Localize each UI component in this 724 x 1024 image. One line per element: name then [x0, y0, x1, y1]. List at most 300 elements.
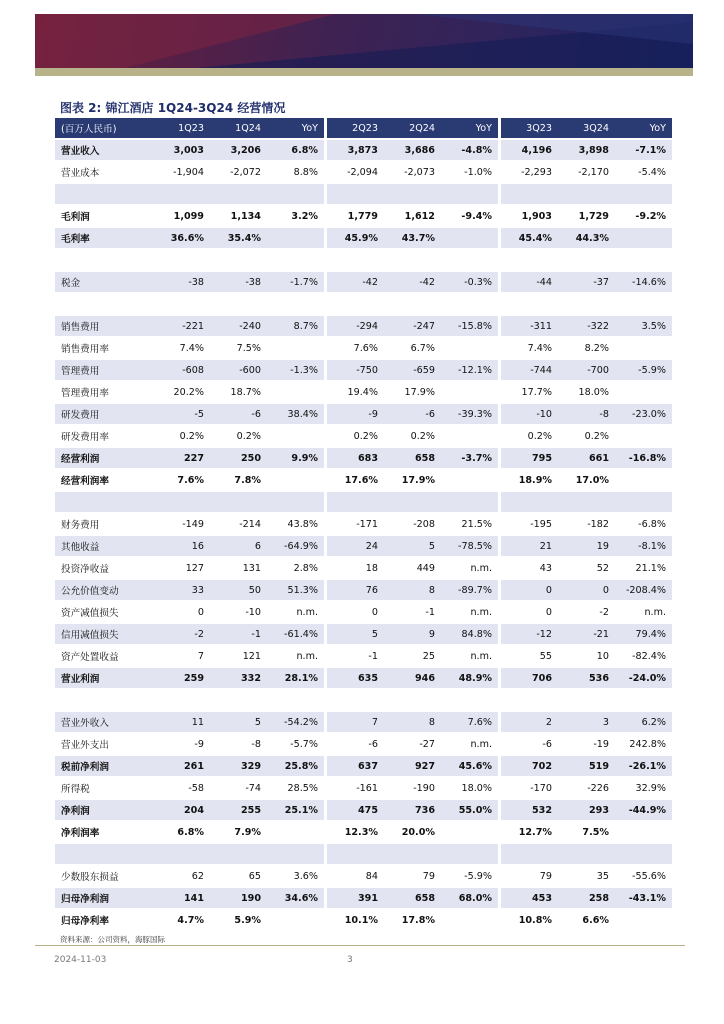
- table-cell: -1.7%: [267, 271, 324, 293]
- table-cell: 7: [153, 645, 210, 667]
- table-cell: -5: [153, 403, 210, 425]
- table-cell: [615, 491, 672, 513]
- table-cell: 637: [327, 755, 384, 777]
- table-cell: [267, 227, 324, 249]
- table-cell: -14.6%: [615, 271, 672, 293]
- table-row: [55, 579, 672, 601]
- table-cell: [558, 491, 615, 513]
- table-cell: -608: [153, 359, 210, 381]
- table-cell: 18.0%: [441, 777, 498, 799]
- row-label: 公允价值变动: [55, 579, 153, 601]
- row-label: 毛利率: [55, 227, 153, 249]
- table-cell: -2,094: [327, 161, 384, 183]
- table-row: [55, 557, 672, 579]
- table-cell: 51.3%: [267, 579, 324, 601]
- table-row: [55, 227, 672, 249]
- table-cell: 4,196: [501, 139, 558, 161]
- table-cell: -750: [327, 359, 384, 381]
- table-cell: 5: [210, 711, 267, 733]
- table-cell: [267, 249, 324, 271]
- table-cell: 28.5%: [267, 777, 324, 799]
- table-cell: [441, 491, 498, 513]
- table-cell: 0.2%: [327, 425, 384, 447]
- table-cell: -170: [501, 777, 558, 799]
- row-label: 少数股东损益: [55, 865, 153, 887]
- row-label: 营业收入: [55, 139, 153, 161]
- table-cell: -54.2%: [267, 711, 324, 733]
- table-cell: 3.6%: [267, 865, 324, 887]
- table-cell: 946: [384, 667, 441, 689]
- table-cell: 38.4%: [267, 403, 324, 425]
- table-cell: [441, 183, 498, 205]
- table-cell: 0: [153, 601, 210, 623]
- table-cell: -171: [327, 513, 384, 535]
- table-cell: 227: [153, 447, 210, 469]
- table-cell: -2,073: [384, 161, 441, 183]
- header-unit: (百万人民币): [55, 118, 153, 139]
- table-cell: 55.0%: [441, 799, 498, 821]
- table-cell: -82.4%: [615, 645, 672, 667]
- table-cell: -23.0%: [615, 403, 672, 425]
- table-cell: 17.9%: [384, 469, 441, 491]
- header-yoy-q2: YoY: [441, 118, 498, 139]
- table-row: [55, 799, 672, 821]
- table-cell: -15.8%: [441, 315, 498, 337]
- table-cell: 736: [384, 799, 441, 821]
- table-cell: 36.6%: [153, 227, 210, 249]
- table-row: [55, 887, 672, 909]
- table-cell: 391: [327, 887, 384, 909]
- table-cell: -240: [210, 315, 267, 337]
- table-cell: -2,293: [501, 161, 558, 183]
- table-cell: [615, 843, 672, 865]
- table-cell: -44.9%: [615, 799, 672, 821]
- table-cell: 79: [501, 865, 558, 887]
- table-cell: 795: [501, 447, 558, 469]
- table-cell: [153, 293, 210, 315]
- table-cell: [615, 909, 672, 931]
- table-row: [55, 733, 672, 755]
- header-yoy-q1: YoY: [267, 118, 324, 139]
- row-label: 净利润: [55, 799, 153, 821]
- table-cell: 1,612: [384, 205, 441, 227]
- table-cell: 3: [558, 711, 615, 733]
- table-cell: 32.9%: [615, 777, 672, 799]
- table-cell: 17.0%: [558, 469, 615, 491]
- table-cell: 661: [558, 447, 615, 469]
- table-cell: [327, 491, 384, 513]
- table-cell: -74: [210, 777, 267, 799]
- table-cell: [501, 249, 558, 271]
- table-cell: [267, 425, 324, 447]
- table-cell: -161: [327, 777, 384, 799]
- table-cell: [558, 689, 615, 711]
- row-label: 税金: [55, 271, 153, 293]
- table-row: [55, 337, 672, 359]
- table-cell: 20.2%: [153, 381, 210, 403]
- table-cell: -10: [501, 403, 558, 425]
- row-label: 营业外支出: [55, 733, 153, 755]
- table-cell: -8: [558, 403, 615, 425]
- table-cell: 1,903: [501, 205, 558, 227]
- table-cell: 25.1%: [267, 799, 324, 821]
- table-cell: 658: [384, 447, 441, 469]
- table-cell: 8.7%: [267, 315, 324, 337]
- table-cell: [267, 491, 324, 513]
- table-cell: -195: [501, 513, 558, 535]
- table-cell: [327, 843, 384, 865]
- table-cell: 16: [153, 535, 210, 557]
- table-cell: 121: [210, 645, 267, 667]
- table-row: [55, 601, 672, 623]
- table-cell: 2.8%: [267, 557, 324, 579]
- table-cell: -12: [501, 623, 558, 645]
- table-body: [55, 139, 672, 931]
- row-label: 经营利润: [55, 447, 153, 469]
- table-row: [55, 161, 672, 183]
- table-cell: 18.0%: [558, 381, 615, 403]
- table-cell: -8: [210, 733, 267, 755]
- table-cell: -2,072: [210, 161, 267, 183]
- table-header-row: [55, 118, 672, 139]
- table-cell: [153, 689, 210, 711]
- table-cell: 532: [501, 799, 558, 821]
- table-cell: 332: [210, 667, 267, 689]
- row-label: 毛利润: [55, 205, 153, 227]
- table-cell: 6.8%: [267, 139, 324, 161]
- table-cell: 7: [327, 711, 384, 733]
- table-cell: [558, 249, 615, 271]
- table-cell: [210, 843, 267, 865]
- table-cell: [615, 469, 672, 491]
- table-cell: [267, 909, 324, 931]
- table-row: [55, 249, 672, 271]
- table-cell: -19: [558, 733, 615, 755]
- table-row: [55, 293, 672, 315]
- page-number: 3: [347, 955, 353, 965]
- table-cell: 127: [153, 557, 210, 579]
- table-cell: [267, 381, 324, 403]
- table-cell: 3,873: [327, 139, 384, 161]
- table-cell: [384, 689, 441, 711]
- table-cell: -43.1%: [615, 887, 672, 909]
- table-cell: 1,134: [210, 205, 267, 227]
- table-cell: 7.6%: [441, 711, 498, 733]
- row-label: 研发费用: [55, 403, 153, 425]
- table-row: [55, 271, 672, 293]
- table-cell: 0.2%: [210, 425, 267, 447]
- table-cell: 4.7%: [153, 909, 210, 931]
- table-cell: 10.1%: [327, 909, 384, 931]
- table-cell: 3,686: [384, 139, 441, 161]
- table-row: [55, 491, 672, 513]
- table-cell: 293: [558, 799, 615, 821]
- row-label: 管理费用: [55, 359, 153, 381]
- header-3q23: 3Q23: [501, 118, 558, 139]
- table-cell: 0: [327, 601, 384, 623]
- table-cell: 258: [558, 887, 615, 909]
- table-cell: 11: [153, 711, 210, 733]
- table-cell: 79.4%: [615, 623, 672, 645]
- row-label: [55, 843, 153, 865]
- table-cell: 18.9%: [501, 469, 558, 491]
- row-label: 营业利润: [55, 667, 153, 689]
- table-row: [55, 403, 672, 425]
- table-cell: 250: [210, 447, 267, 469]
- row-label: 投资净收益: [55, 557, 153, 579]
- table-cell: 76: [327, 579, 384, 601]
- table-row: [55, 535, 672, 557]
- table-cell: [558, 293, 615, 315]
- table-cell: [267, 689, 324, 711]
- table-cell: 35: [558, 865, 615, 887]
- table-cell: -1: [210, 623, 267, 645]
- table-cell: -38: [210, 271, 267, 293]
- table-cell: 536: [558, 667, 615, 689]
- table-cell: n.m.: [441, 733, 498, 755]
- row-label: 所得税: [55, 777, 153, 799]
- table-cell: 1,099: [153, 205, 210, 227]
- table-cell: 7.5%: [210, 337, 267, 359]
- table-cell: [384, 491, 441, 513]
- table-cell: 242.8%: [615, 733, 672, 755]
- table-cell: 141: [153, 887, 210, 909]
- table-cell: -44: [501, 271, 558, 293]
- table-cell: [501, 689, 558, 711]
- table-cell: n.m.: [441, 601, 498, 623]
- table-cell: 65: [210, 865, 267, 887]
- table-cell: 17.9%: [384, 381, 441, 403]
- table-cell: 8.8%: [267, 161, 324, 183]
- table-cell: 0.2%: [384, 425, 441, 447]
- table-cell: [558, 183, 615, 205]
- table-cell: 5.9%: [210, 909, 267, 931]
- table-cell: 52: [558, 557, 615, 579]
- table-cell: [615, 293, 672, 315]
- table-cell: 9: [384, 623, 441, 645]
- table-cell: 44.3%: [558, 227, 615, 249]
- table-cell: [615, 689, 672, 711]
- table-cell: [441, 337, 498, 359]
- table-cell: 1,779: [327, 205, 384, 227]
- header-yoy-q3: YoY: [615, 118, 672, 139]
- table-cell: 17.8%: [384, 909, 441, 931]
- figure-title-text: 锦江酒店 1Q24-3Q24 经营情况: [105, 101, 286, 115]
- table-cell: 84.8%: [441, 623, 498, 645]
- table-row: [55, 755, 672, 777]
- table-cell: 190: [210, 887, 267, 909]
- table-cell: 45.9%: [327, 227, 384, 249]
- table-cell: n.m.: [267, 645, 324, 667]
- table-cell: 43.7%: [384, 227, 441, 249]
- table-cell: n.m.: [267, 601, 324, 623]
- row-label: 经营利润率: [55, 469, 153, 491]
- table-cell: 6: [210, 535, 267, 557]
- table-cell: 34.6%: [267, 887, 324, 909]
- table-row: [55, 821, 672, 843]
- table-cell: -16.8%: [615, 447, 672, 469]
- table-row: [55, 139, 672, 161]
- table-cell: -3.7%: [441, 447, 498, 469]
- table-row: [55, 667, 672, 689]
- figure-title: [60, 99, 285, 116]
- table-cell: -5.9%: [615, 359, 672, 381]
- table-cell: 45.4%: [501, 227, 558, 249]
- table-cell: [267, 821, 324, 843]
- table-cell: -659: [384, 359, 441, 381]
- table-cell: -226: [558, 777, 615, 799]
- header-3q24: 3Q24: [558, 118, 615, 139]
- table-row: [55, 183, 672, 205]
- table-cell: 7.5%: [558, 821, 615, 843]
- table-cell: [441, 469, 498, 491]
- table-cell: 3.2%: [267, 205, 324, 227]
- table-cell: [267, 183, 324, 205]
- table-cell: [441, 381, 498, 403]
- table-cell: [210, 183, 267, 205]
- row-label: 净利润率: [55, 821, 153, 843]
- table-cell: -9: [153, 733, 210, 755]
- table-cell: -214: [210, 513, 267, 535]
- table-cell: 45.6%: [441, 755, 498, 777]
- table-cell: -8.1%: [615, 535, 672, 557]
- table-cell: 18: [327, 557, 384, 579]
- figure-label: 图表 2:: [60, 101, 102, 115]
- table-cell: 12.3%: [327, 821, 384, 843]
- table-cell: 683: [327, 447, 384, 469]
- table-cell: 7.8%: [210, 469, 267, 491]
- table-cell: 702: [501, 755, 558, 777]
- table-row: [55, 777, 672, 799]
- table-cell: 255: [210, 799, 267, 821]
- table-cell: -42: [327, 271, 384, 293]
- table-cell: -6.8%: [615, 513, 672, 535]
- table-cell: 21.1%: [615, 557, 672, 579]
- table-cell: 2: [501, 711, 558, 733]
- row-label: 资产减值损失: [55, 601, 153, 623]
- table-cell: 8: [384, 711, 441, 733]
- table-cell: 35.4%: [210, 227, 267, 249]
- table-cell: [267, 293, 324, 315]
- table-cell: 0: [501, 579, 558, 601]
- table-cell: [384, 843, 441, 865]
- table-cell: -9.2%: [615, 205, 672, 227]
- table-cell: 50: [210, 579, 267, 601]
- table-row: [55, 909, 672, 931]
- table-cell: -1: [384, 601, 441, 623]
- table-cell: 3,206: [210, 139, 267, 161]
- table-cell: [441, 249, 498, 271]
- table-cell: [615, 821, 672, 843]
- table-cell: [615, 425, 672, 447]
- table-cell: 927: [384, 755, 441, 777]
- table-row: [55, 315, 672, 337]
- table-cell: 12.7%: [501, 821, 558, 843]
- table-cell: -294: [327, 315, 384, 337]
- table-cell: -78.5%: [441, 535, 498, 557]
- table-cell: 19: [558, 535, 615, 557]
- table-cell: -61.4%: [267, 623, 324, 645]
- table-cell: [210, 491, 267, 513]
- table-row: [55, 865, 672, 887]
- table-row: [55, 843, 672, 865]
- table-cell: 259: [153, 667, 210, 689]
- table-cell: 475: [327, 799, 384, 821]
- row-label: [55, 491, 153, 513]
- table-cell: -58: [153, 777, 210, 799]
- table-cell: 6.6%: [558, 909, 615, 931]
- table-cell: -247: [384, 315, 441, 337]
- table-row: [55, 381, 672, 403]
- table-cell: [615, 249, 672, 271]
- table-cell: -600: [210, 359, 267, 381]
- table-cell: 10.8%: [501, 909, 558, 931]
- table-cell: -5.7%: [267, 733, 324, 755]
- banner-decoration: [35, 14, 693, 76]
- table-cell: 43: [501, 557, 558, 579]
- table-cell: 1,729: [558, 205, 615, 227]
- table-cell: 6.8%: [153, 821, 210, 843]
- table-cell: [384, 183, 441, 205]
- table-cell: -21: [558, 623, 615, 645]
- header-2q24: 2Q24: [384, 118, 441, 139]
- table-row: [55, 469, 672, 491]
- table-cell: [615, 227, 672, 249]
- row-label: 信用减值损失: [55, 623, 153, 645]
- table-cell: n.m.: [615, 601, 672, 623]
- table-cell: [267, 469, 324, 491]
- row-label: [55, 249, 153, 271]
- table-cell: -42: [384, 271, 441, 293]
- header-1q24: 1Q24: [210, 118, 267, 139]
- table-row: [55, 645, 672, 667]
- table-cell: 43.8%: [267, 513, 324, 535]
- table-cell: [441, 843, 498, 865]
- table-cell: 79: [384, 865, 441, 887]
- table-cell: 7.9%: [210, 821, 267, 843]
- table-cell: 21: [501, 535, 558, 557]
- table-row: [55, 425, 672, 447]
- table-cell: -64.9%: [267, 535, 324, 557]
- table-row: [55, 689, 672, 711]
- table-cell: 706: [501, 667, 558, 689]
- table-cell: 261: [153, 755, 210, 777]
- table-cell: 519: [558, 755, 615, 777]
- table-cell: 21.5%: [441, 513, 498, 535]
- table-cell: 6.7%: [384, 337, 441, 359]
- table-cell: -1.0%: [441, 161, 498, 183]
- table-cell: [384, 293, 441, 315]
- table-cell: n.m.: [441, 557, 498, 579]
- table-cell: -26.1%: [615, 755, 672, 777]
- table-cell: [153, 491, 210, 513]
- table-row: [55, 205, 672, 227]
- table-cell: 17.6%: [327, 469, 384, 491]
- row-label: 营业外收入: [55, 711, 153, 733]
- table-cell: 0: [501, 601, 558, 623]
- row-label: [55, 293, 153, 315]
- table-cell: -24.0%: [615, 667, 672, 689]
- table-cell: -6: [384, 403, 441, 425]
- table-cell: -208.4%: [615, 579, 672, 601]
- table-cell: 62: [153, 865, 210, 887]
- table-cell: [327, 689, 384, 711]
- table-cell: 33: [153, 579, 210, 601]
- table-cell: -2: [558, 601, 615, 623]
- table-cell: [441, 689, 498, 711]
- table-cell: 25.8%: [267, 755, 324, 777]
- table-cell: [210, 293, 267, 315]
